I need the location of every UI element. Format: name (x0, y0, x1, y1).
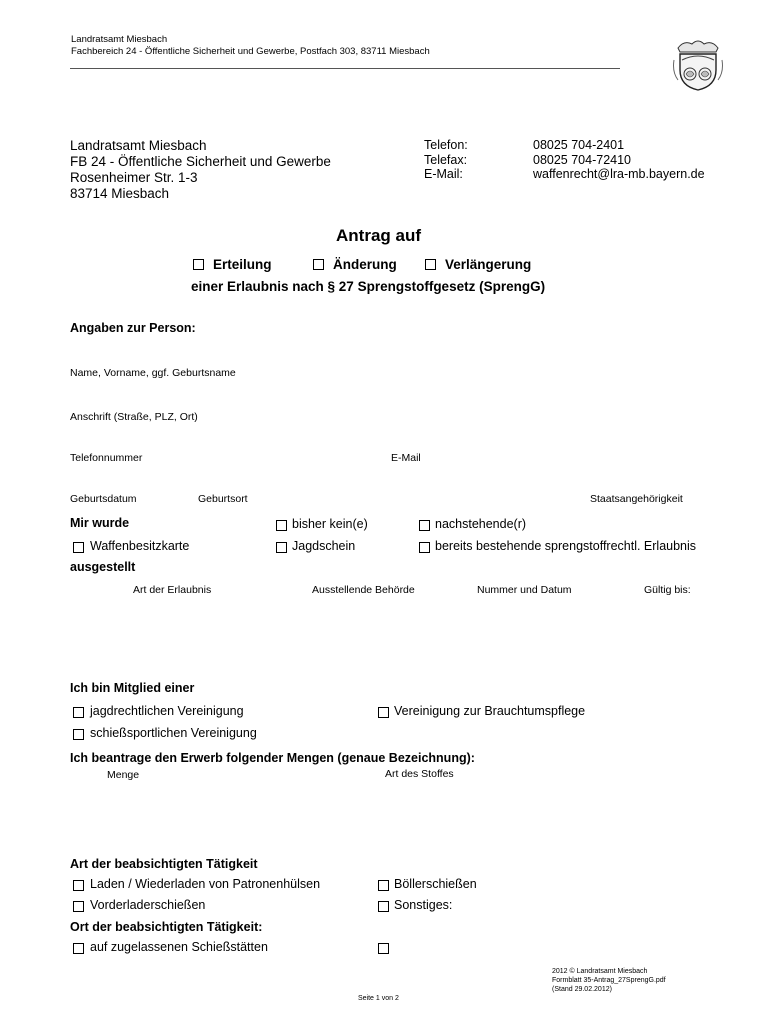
waffenbesitzkarte-label: Waffenbesitzkarte (90, 539, 190, 553)
verlaengerung-checkbox[interactable] (425, 259, 436, 270)
fax-label: Telefax: (424, 153, 468, 167)
form-title: Antrag auf (336, 226, 421, 245)
sonstiges-label: Sonstiges: (394, 898, 453, 912)
address-line1: Landratsamt Miesbach (70, 138, 207, 153)
brauchtum-vereinigung-checkbox[interactable] (378, 707, 389, 718)
address-line4: 83714 Miesbach (70, 186, 170, 201)
email-value: waffenrecht@lra-mb.bayern.de (533, 167, 705, 181)
address-line3: Rosenheimer Str. 1-3 (70, 170, 198, 185)
vorderlader-checkbox[interactable] (73, 901, 84, 912)
jagd-vereinigung-checkbox[interactable] (73, 707, 84, 718)
laden-checkbox[interactable] (73, 880, 84, 891)
bisher-kein-checkbox[interactable] (276, 520, 287, 531)
col-gueltig-bis: Gültig bis: (644, 584, 691, 596)
header-org: Landratsamt Miesbach (71, 34, 168, 45)
form-subtitle: einer Erlaubnis nach § 27 Sprengstoffgesetz (SprengG) (191, 279, 546, 294)
name-field-label: Name, Vorname, ggf. Geburtsname (70, 367, 236, 379)
bestehende-erlaubnis-label: bereits bestehende sprengstoffrechtl. Erlaubnis (435, 539, 697, 553)
footer-copyright: 2012 © Landratsamt Miesbach (552, 968, 648, 975)
birthplace-field-label: Geburtsort (198, 493, 248, 505)
coat-of-arms-icon (672, 38, 724, 92)
verlaengerung-label: Verlängerung (445, 257, 532, 272)
ausgestellt-label: ausgestellt (70, 560, 136, 574)
acquisition-heading: Ich beantrage den Erwerb folgender Mengen (genaue Bezeichnung): (70, 751, 475, 765)
schiess-vereinigung-checkbox[interactable] (73, 729, 84, 740)
header-divider (70, 68, 620, 69)
header-dept-line: Fachbereich 24 - Öffentliche Sicherheit und Gewerbe, Postfach 303, 83711 Miesbach (71, 46, 430, 57)
col-ausstellende-behoerde: Ausstellende Behörde (312, 584, 415, 596)
person-heading: Angaben zur Person: (70, 321, 196, 335)
address-field-label: Anschrift (Straße, PLZ, Ort) (70, 411, 198, 423)
schiess-vereinigung-label: schießsportlichen Vereinigung (90, 726, 257, 740)
jagdschein-checkbox[interactable] (276, 542, 287, 553)
aenderung-label: Änderung (333, 257, 397, 272)
boellerschiessen-label: Böllerschießen (394, 877, 477, 891)
brauchtum-vereinigung-label: Vereinigung zur Brauchtumspflege (394, 704, 586, 718)
bisher-kein-label: bisher kein(e) (292, 517, 368, 531)
aenderung-checkbox[interactable] (313, 259, 324, 270)
nachstehende-checkbox[interactable] (419, 520, 430, 531)
footer-stand: (Stand 29.02.2012) (552, 986, 612, 993)
sonstiges-checkbox[interactable] (378, 901, 389, 912)
vorderlader-label: Vorderladerschießen (90, 898, 206, 912)
fax-value: 08025 704-72410 (533, 153, 632, 167)
phone-field-label: Telefonnummer (70, 452, 143, 464)
footer-page-number: Seite 1 von 2 (358, 995, 399, 1002)
location-heading: Ort der beabsichtigten Tätigkeit: (70, 920, 263, 934)
col-art-der-erlaubnis: Art der Erlaubnis (133, 584, 212, 596)
phone-value: 08025 704-2401 (533, 138, 625, 152)
col-menge: Menge (107, 769, 140, 781)
erteilung-label: Erteilung (213, 257, 272, 272)
col-nummer-datum: Nummer und Datum (477, 584, 572, 596)
nachstehende-label: nachstehende(r) (435, 517, 527, 531)
email-label: E-Mail: (424, 167, 463, 181)
birthdate-field-label: Geburtsdatum (70, 493, 137, 505)
other-location-checkbox[interactable] (378, 943, 389, 954)
laden-label: Laden / Wiederladen von Patronenhülsen (90, 877, 321, 891)
footer-formblatt: Formblatt 35-Antrag_27SprengG.pdf (552, 977, 666, 984)
jagdschein-label: Jagdschein (292, 539, 356, 553)
activity-heading: Art der beabsichtigten Tätigkeit (70, 857, 258, 871)
waffenbesitzkarte-checkbox[interactable] (73, 542, 84, 553)
email-field-label: E-Mail (391, 452, 421, 464)
jagd-vereinigung-label: jagdrechtlichen Vereinigung (90, 704, 244, 718)
schiessstaetten-checkbox[interactable] (73, 943, 84, 954)
membership-heading: Ich bin Mitglied einer (70, 681, 195, 695)
col-art-des-stoffes: Art des Stoffes (385, 768, 454, 780)
bestehende-erlaubnis-checkbox[interactable] (419, 542, 430, 553)
boellerschiessen-checkbox[interactable] (378, 880, 389, 891)
nationality-field-label: Staatsangehörigkeit (590, 493, 683, 505)
schiessstaetten-label: auf zugelassenen Schießstätten (90, 940, 268, 954)
permits-heading: Mir wurde (70, 516, 130, 530)
phone-label: Telefon: (424, 138, 468, 152)
address-line2: FB 24 - Öffentliche Sicherheit und Gewerbe (70, 154, 331, 169)
erteilung-checkbox[interactable] (193, 259, 204, 270)
